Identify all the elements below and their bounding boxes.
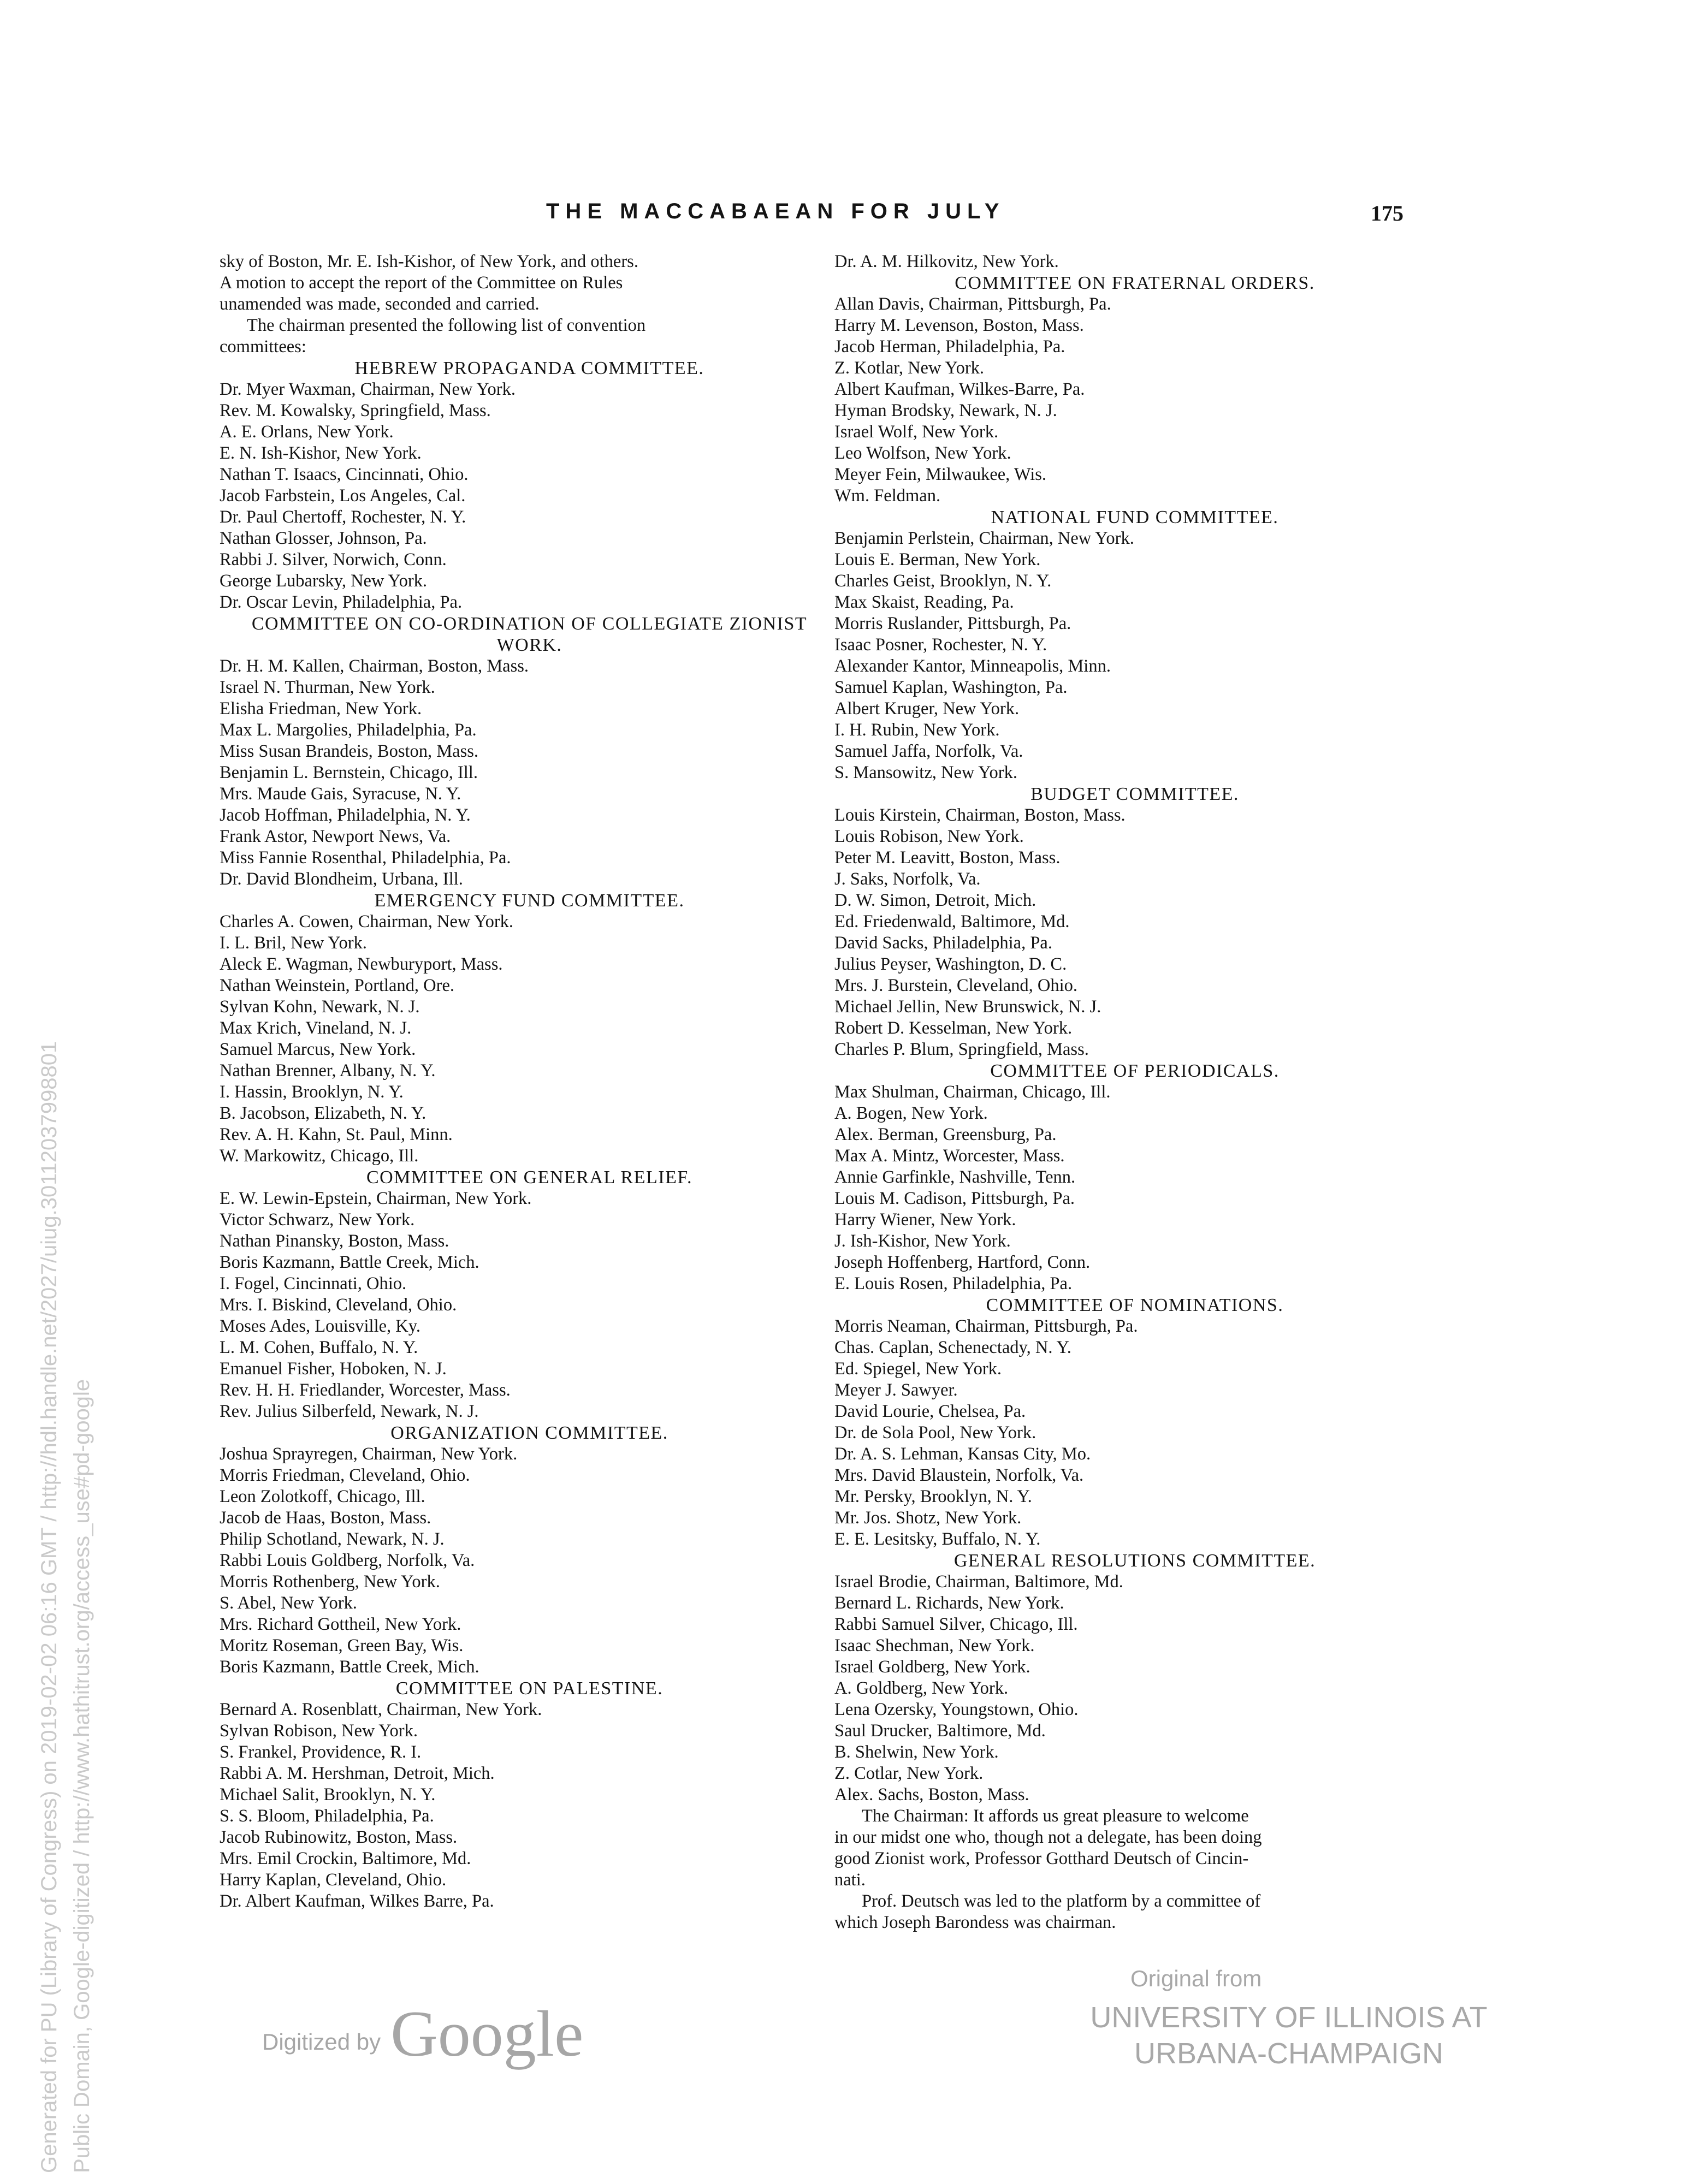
member-line: Mr. Jos. Shotz, New York. xyxy=(834,1508,1022,1528)
committee-periodicals xyxy=(834,1060,1435,1295)
committee-general-resolutions xyxy=(834,1550,1435,1806)
member-line: Philip Schotland, Newark, N. J. xyxy=(220,1529,445,1549)
member-line: Samuel Marcus, New York. xyxy=(220,1040,416,1059)
google-logo: Google xyxy=(390,1997,584,2070)
member-line: Jacob Farbstein, Los Angeles, Cal. xyxy=(220,486,466,506)
member-line: David Sacks, Philadelphia, Pa. xyxy=(834,933,1052,953)
member-line: Benjamin Perlstein, Chairman, New York. xyxy=(834,529,1134,548)
committee-title: EMERGENCY FUND COMMITTEE. xyxy=(374,891,685,911)
member-line: Leon Zolotkoff, Chicago, Ill. xyxy=(220,1487,425,1506)
member-line: Israel Wolf, New York. xyxy=(834,422,999,442)
committee-palestine xyxy=(220,1678,839,1912)
member-line: Alexander Kantor, Minneapolis, Minn. xyxy=(834,656,1111,676)
member-line: Julius Peyser, Washington, D. C. xyxy=(834,954,1067,974)
member-line: Boris Kazmann, Battle Creek, Mich. xyxy=(220,1657,479,1677)
text-line: which Joseph Barondess was chairman. xyxy=(834,1913,1116,1932)
member-line: Elisha Friedman, New York. xyxy=(220,699,422,719)
member-line: Israel N. Thurman, New York. xyxy=(220,678,435,697)
text-line: committees: xyxy=(220,337,306,357)
member-line: Morris Rothenberg, New York. xyxy=(220,1572,440,1592)
member-line: Chas. Caplan, Schenectady, N. Y. xyxy=(834,1338,1071,1357)
member-line: Samuel Kaplan, Washington, Pa. xyxy=(834,678,1068,697)
member-line: Alex. Sachs, Boston, Mass. xyxy=(834,1785,1029,1805)
committee-collegiate-work xyxy=(220,613,839,890)
member-line: Max Shulman, Chairman, Chicago, Ill. xyxy=(834,1082,1111,1102)
member-line: Robert D. Kesselman, New York. xyxy=(834,1018,1073,1038)
member-line: Rev. A. H. Kahn, St. Paul, Minn. xyxy=(220,1125,453,1144)
presented-paragraph xyxy=(220,315,839,358)
university-line: URBANA-CHAMPAIGN xyxy=(1134,2037,1444,2070)
member-line: Nathan Brenner, Albany, N. Y. xyxy=(220,1061,436,1081)
deutsch-paragraph xyxy=(834,1891,1435,1933)
intro-paragraph xyxy=(220,251,839,315)
member-line: Louis Robison, New York. xyxy=(834,827,1024,846)
member-line: Michael Jellin, New Brunswick, N. J. xyxy=(834,997,1101,1017)
member-line: Israel Brodie, Chairman, Baltimore, Md. xyxy=(834,1572,1123,1592)
digitized-by-text: Digitized by xyxy=(262,2029,381,2055)
member-line: Morris Neaman, Chairman, Pittsburgh, Pa. xyxy=(834,1316,1138,1336)
committee-national-fund xyxy=(834,507,1435,784)
member-line: Isaac Shechman, New York. xyxy=(834,1636,1035,1655)
member-line: Miss Susan Brandeis, Boston, Mass. xyxy=(220,741,478,761)
committee-title: BUDGET COMMITTEE. xyxy=(1030,784,1239,804)
original-from-text: Original from xyxy=(1130,1966,1262,1991)
committee-budget xyxy=(834,784,1435,1060)
member-line: Ed. Spiegel, New York. xyxy=(834,1359,1002,1379)
member-line: Dr. A. S. Lehman, Kansas City, Mo. xyxy=(834,1444,1091,1464)
member-line: B. Jacobson, Elizabeth, N. Y. xyxy=(220,1103,427,1123)
member-line: Rev. Julius Silberfeld, Newark, N. J. xyxy=(220,1402,479,1421)
text-line: The chairman presented the following list of convention xyxy=(247,316,646,335)
member-line: Boris Kazmann, Battle Creek, Mich. xyxy=(220,1253,479,1272)
committee-title: ORGANIZATION COMMITTEE. xyxy=(390,1423,668,1443)
member-line: Sylvan Robison, New York. xyxy=(220,1721,418,1741)
member-line: Dr. Myer Waxman, Chairman, New York. xyxy=(220,379,516,399)
member-line: E. Louis Rosen, Philadelphia, Pa. xyxy=(834,1274,1073,1293)
member-line: Harry Kaplan, Cleveland, Ohio. xyxy=(220,1870,447,1890)
text-line: in our midst one who, though not a delegate, has been doing xyxy=(834,1827,1262,1847)
committee-title: HEBREW PROPAGANDA COMMITTEE. xyxy=(354,358,704,378)
member-line: Harry Wiener, New York. xyxy=(834,1210,1016,1230)
member-line: Nathan Glosser, Johnson, Pa. xyxy=(220,529,427,548)
member-line: L. M. Cohen, Buffalo, N. Y. xyxy=(220,1338,418,1357)
member-line: Meyer J. Sawyer. xyxy=(834,1380,958,1400)
member-line: Max Krich, Vineland, N. J. xyxy=(220,1018,412,1038)
member-line: Sylvan Kohn, Newark, N. J. xyxy=(220,997,420,1017)
member-line: Dr. Paul Chertoff, Rochester, N. Y. xyxy=(220,507,466,527)
member-line: Israel Goldberg, New York. xyxy=(834,1657,1030,1677)
member-line: Lena Ozersky, Youngstown, Ohio. xyxy=(834,1700,1079,1719)
member-line: Z. Kotlar, New York. xyxy=(834,358,985,378)
member-line: Saul Drucker, Baltimore, Md. xyxy=(834,1721,1046,1741)
text-line: nati. xyxy=(834,1870,866,1890)
member-line: E. W. Lewin-Epstein, Chairman, New York. xyxy=(220,1189,532,1208)
page-number: 175 xyxy=(1371,201,1403,225)
member-line: Allan Davis, Chairman, Pittsburgh, Pa. xyxy=(834,294,1111,314)
member-line: Morris Ruslander, Pittsburgh, Pa. xyxy=(834,614,1071,633)
right-column xyxy=(834,251,1435,1933)
member-line: D. W. Simon, Detroit, Mich. xyxy=(834,891,1037,910)
member-line: Joshua Sprayregen, Chairman, New York. xyxy=(220,1444,518,1464)
member-line: Dr. A. M. Hilkovitz, New York. xyxy=(834,252,1059,271)
member-line: Leo Wolfson, New York. xyxy=(834,443,1011,463)
member-line: Rev. H. H. Friedlander, Worcester, Mass. xyxy=(220,1380,511,1400)
member-line: Charles A. Cowen, Chairman, New York. xyxy=(220,912,514,931)
member-line: Max A. Mintz, Worcester, Mass. xyxy=(834,1146,1065,1166)
member-line: Mrs. David Blaustein, Norfolk, Va. xyxy=(834,1465,1084,1485)
committee-nominations xyxy=(834,1295,1435,1550)
member-line: S. Abel, New York. xyxy=(220,1593,357,1613)
member-line: I. Hassin, Brooklyn, N. Y. xyxy=(220,1082,404,1102)
member-line: Isaac Posner, Rochester, N. Y. xyxy=(834,635,1047,655)
member-line: Alex. Berman, Greensburg, Pa. xyxy=(834,1125,1057,1144)
committee-emergency-fund xyxy=(220,890,839,1167)
running-header: THE MACCABAEAN FOR JULY xyxy=(546,199,1005,223)
member-line: Jacob Rubinowitz, Boston, Mass. xyxy=(220,1827,458,1847)
member-line: Jacob Hoffman, Philadelphia, N. Y. xyxy=(220,805,471,825)
committee-general-relief xyxy=(220,1167,839,1422)
committee-title: COMMITTEE ON FRATERNAL ORDERS. xyxy=(955,273,1315,293)
member-line: Mr. Persky, Brooklyn, N. Y. xyxy=(834,1487,1032,1506)
digitized-by-google-watermark xyxy=(262,1997,584,2070)
member-line: I. Fogel, Cincinnati, Ohio. xyxy=(220,1274,407,1293)
member-line: George Lubarsky, New York. xyxy=(220,571,428,591)
member-line: Rabbi Louis Goldberg, Norfolk, Va. xyxy=(220,1551,475,1570)
member-line: Nathan Pinansky, Boston, Mass. xyxy=(220,1231,449,1251)
member-line: Albert Kaufman, Wilkes-Barre, Pa. xyxy=(834,379,1085,399)
member-line: Harry M. Levenson, Boston, Mass. xyxy=(834,316,1084,335)
member-line: Miss Fannie Rosenthal, Philadelphia, Pa. xyxy=(220,848,511,868)
member-line: Nathan T. Isaacs, Cincinnati, Ohio. xyxy=(220,465,469,484)
text-line: Prof. Deutsch was led to the platform by a committee of xyxy=(862,1891,1261,1911)
committee-title: NATIONAL FUND COMMITTEE. xyxy=(991,507,1279,527)
member-line: B. Shelwin, New York. xyxy=(834,1742,999,1762)
member-line: Rev. M. Kowalsky, Springfield, Mass. xyxy=(220,401,491,420)
member-line: Max Skaist, Reading, Pa. xyxy=(834,592,1014,612)
text-line: The Chairman: It affords us great pleasure to welcome xyxy=(862,1806,1249,1826)
left-column xyxy=(220,251,839,1912)
member-line: J. Saks, Norfolk, Va. xyxy=(834,869,981,889)
member-line: Dr. de Sola Pool, New York. xyxy=(834,1423,1037,1443)
member-line: Charles Geist, Brooklyn, N. Y. xyxy=(834,571,1052,591)
member-line: Rabbi J. Silver, Norwich, Conn. xyxy=(220,550,447,569)
member-line: Louis M. Cadison, Pittsburgh, Pa. xyxy=(834,1189,1075,1208)
member-line: Emanuel Fisher, Hoboken, N. J. xyxy=(220,1359,447,1379)
committee-fraternal-orders xyxy=(834,272,1435,507)
member-line: Mrs. Richard Gottheil, New York. xyxy=(220,1615,461,1634)
original-from-watermark xyxy=(1054,1966,1524,2072)
member-line: Dr. H. M. Kallen, Chairman, Boston, Mass. xyxy=(220,656,529,676)
member-line: W. Markowitz, Chicago, Ill. xyxy=(220,1146,419,1166)
committee-title: COMMITTEE ON CO-ORDINATION OF COLLEGIATE ZIONIST WORK. xyxy=(251,614,808,655)
member-line: Bernard L. Richards, New York. xyxy=(834,1593,1064,1613)
member-line: Aleck E. Wagman, Newburyport, Mass. xyxy=(220,954,503,974)
member-line: Peter M. Leavitt, Boston, Mass. xyxy=(834,848,1061,868)
member-line: E. E. Lesitsky, Buffalo, N. Y. xyxy=(834,1529,1041,1549)
member-line: S. Frankel, Providence, R. I. xyxy=(220,1742,422,1762)
member-line: Louis E. Berman, New York. xyxy=(834,550,1041,569)
member-line: Dr. Albert Kaufman, Wilkes Barre, Pa. xyxy=(220,1891,494,1911)
member-line: Victor Schwarz, New York. xyxy=(220,1210,415,1230)
member-line: Annie Garfinkle, Nashville, Tenn. xyxy=(834,1167,1076,1187)
member-line: Morris Friedman, Cleveland, Ohio. xyxy=(220,1465,470,1485)
university-line: UNIVERSITY OF ILLINOIS AT xyxy=(1090,2001,1488,2034)
committee-title: COMMITTEE OF PERIODICALS. xyxy=(990,1061,1280,1081)
member-line: Mrs. J. Burstein, Cleveland, Ohio. xyxy=(834,976,1078,995)
member-line: Max L. Margolies, Philadelphia, Pa. xyxy=(220,720,477,740)
member-line: Hyman Brodsky, Newark, N. J. xyxy=(834,401,1057,420)
member-line: J. Ish-Kishor, New York. xyxy=(834,1231,1011,1251)
member-line: Nathan Weinstein, Portland, Ore. xyxy=(220,976,455,995)
member-line: A. E. Orlans, New York. xyxy=(220,422,394,442)
committee-title: COMMITTEE OF NOMINATIONS. xyxy=(986,1295,1284,1315)
member-line: Benjamin L. Bernstein, Chicago, Ill. xyxy=(220,763,478,782)
watermark-line: Generated for PU (Library of Congress) on 2019-02-02 06:16 GMT / http://hdl.handle.net/2027/uiug.30112037998801 xyxy=(37,1041,61,2173)
member-line: Mrs. I. Biskind, Cleveland, Ohio. xyxy=(220,1295,457,1315)
member-line: Bernard A. Rosenblatt, Chairman, New York. xyxy=(220,1700,542,1719)
member-line: Dr. David Blondheim, Urbana, Ill. xyxy=(220,869,463,889)
member-line: S. Mansowitz, New York. xyxy=(834,763,1017,782)
member-line: I. H. Rubin, New York. xyxy=(834,720,1000,740)
member-line: Albert Kruger, New York. xyxy=(834,699,1020,719)
member-line: Louis Kirstein, Chairman, Boston, Mass. xyxy=(834,805,1126,825)
watermark-line: Public Domain, Google-digitized / http://www.hathitrust.org/access_use#pd-google xyxy=(70,1379,94,2173)
member-line: Jacob de Haas, Boston, Mass. xyxy=(220,1508,431,1528)
text-line: A motion to accept the report of the Committee on Rules xyxy=(220,273,623,293)
member-line: Meyer Fein, Milwaukee, Wis. xyxy=(834,465,1047,484)
member-line: A. Goldberg, New York. xyxy=(834,1678,1009,1698)
member-line: A. Bogen, New York. xyxy=(834,1103,988,1123)
member-line: Joseph Hoffenberg, Hartford, Conn. xyxy=(834,1253,1091,1272)
member-line: Samuel Jaffa, Norfolk, Va. xyxy=(834,741,1023,761)
committee-title: COMMITTEE ON GENERAL RELIEF. xyxy=(366,1167,693,1188)
member-line: Michael Salit, Brooklyn, N. Y. xyxy=(220,1785,436,1805)
committee-title: COMMITTEE ON PALESTINE. xyxy=(395,1678,664,1699)
committee-hebrew-propaganda xyxy=(220,358,839,613)
member-line: Z. Cotlar, New York. xyxy=(834,1764,984,1783)
member-line: Jacob Herman, Philadelphia, Pa. xyxy=(834,337,1065,357)
member-line: Mrs. Emil Crockin, Baltimore, Md. xyxy=(220,1849,471,1868)
member-line: Ed. Friedenwald, Baltimore, Md. xyxy=(834,912,1070,931)
member-line: Frank Astor, Newport News, Va. xyxy=(220,827,451,846)
text-line: sky of Boston, Mr. E. Ish-Kishor, of New York, and others. xyxy=(220,252,638,271)
member-line: S. S. Bloom, Philadelphia, Pa. xyxy=(220,1806,434,1826)
member-line: Moritz Roseman, Green Bay, Wis. xyxy=(220,1636,464,1655)
committee-organization xyxy=(220,1422,839,1678)
text-line: unamended was made, seconded and carried. xyxy=(220,294,540,314)
chairman-paragraph xyxy=(834,1806,1435,1891)
member-line: Rabbi A. M. Hershman, Detroit, Mich. xyxy=(220,1764,495,1783)
member-line: Dr. Oscar Levin, Philadelphia, Pa. xyxy=(220,592,463,612)
member-line: E. N. Ish-Kishor, New York. xyxy=(220,443,422,463)
member-line: David Lourie, Chelsea, Pa. xyxy=(834,1402,1026,1421)
member-line: I. L. Bril, New York. xyxy=(220,933,367,953)
member-line: Rabbi Samuel Silver, Chicago, Ill. xyxy=(834,1615,1078,1634)
committee-title: GENERAL RESOLUTIONS COMMITTEE. xyxy=(953,1551,1316,1571)
text-line: good Zionist work, Professor Gotthard Deutsch of Cincin- xyxy=(834,1849,1249,1868)
hathitrust-side-watermark xyxy=(33,1041,98,2173)
member-line: Mrs. Maude Gais, Syracuse, N. Y. xyxy=(220,784,461,804)
member-line: Wm. Feldman. xyxy=(834,486,941,506)
member-line: Charles P. Blum, Springfield, Mass. xyxy=(834,1040,1089,1059)
member-line: Moses Ades, Louisville, Ky. xyxy=(220,1316,421,1336)
